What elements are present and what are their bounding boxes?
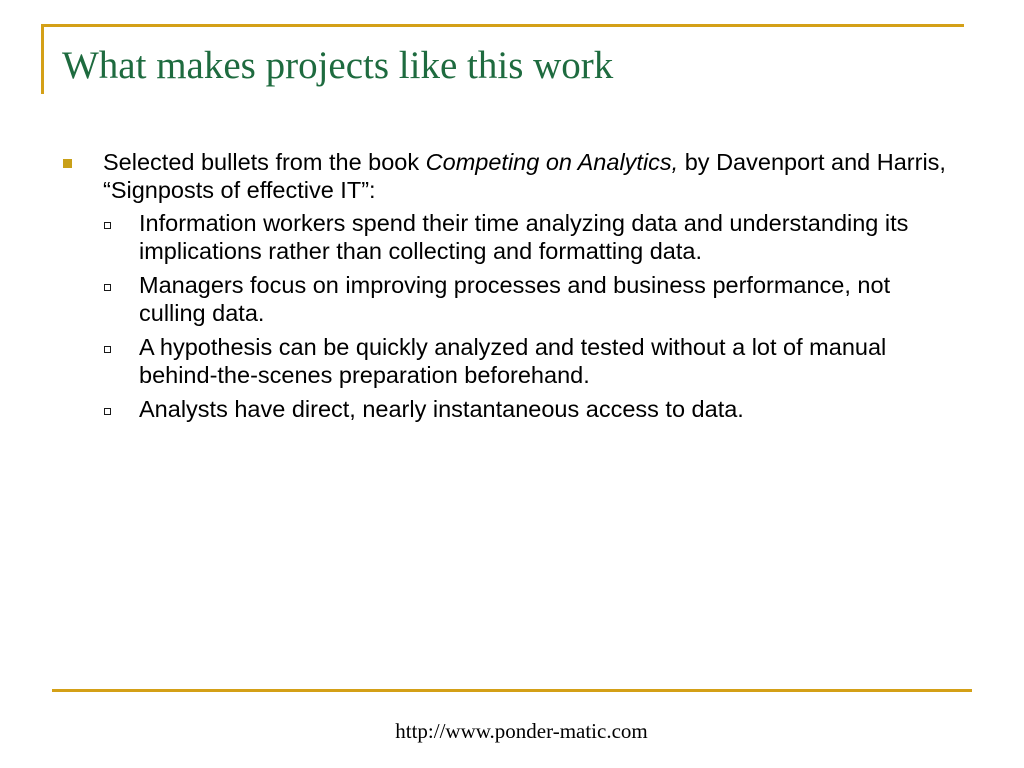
sub-bullet-text: Information workers spend their time analyzing data and understanding its implications rather than collecting and formatting data. (139, 210, 909, 264)
sub-bullet-text: Analysts have direct, nearly instantaneous access to data. (139, 396, 744, 422)
bullet-main (62, 148, 962, 423)
sub-bullet-item (103, 271, 962, 327)
title-frame-left-rule (41, 24, 44, 94)
sub-bullet-item (103, 209, 962, 265)
footer-url: http://www.ponder-matic.com (395, 719, 648, 743)
sub-bullet-text: Managers focus on improving processes and business performance, not culling data. (139, 272, 891, 326)
title-frame-top-rule (41, 24, 964, 27)
hollow-square-bullet-icon (104, 408, 111, 415)
square-bullet-icon (63, 159, 72, 168)
footer-rule (52, 689, 972, 692)
sub-bullet-item (103, 395, 962, 423)
slide-title: What makes projects like this work (62, 44, 614, 87)
bullet-main-text-before: Selected bullets from the book (103, 149, 426, 175)
sub-bullet-text: A hypothesis can be quickly analyzed and tested without a lot of manual behind-the-scenes preparation beforehand. (139, 334, 887, 388)
bullet-main-text-after: by Davenport and Harris, “Signposts of effective IT”: (103, 149, 946, 203)
book-title: Competing on Analytics, (425, 149, 679, 175)
hollow-square-bullet-icon (104, 284, 111, 291)
sub-bullet-list (103, 209, 962, 423)
sub-bullet-item (103, 333, 962, 389)
bullet-list (62, 148, 962, 429)
hollow-square-bullet-icon (104, 222, 111, 229)
hollow-square-bullet-icon (104, 346, 111, 353)
